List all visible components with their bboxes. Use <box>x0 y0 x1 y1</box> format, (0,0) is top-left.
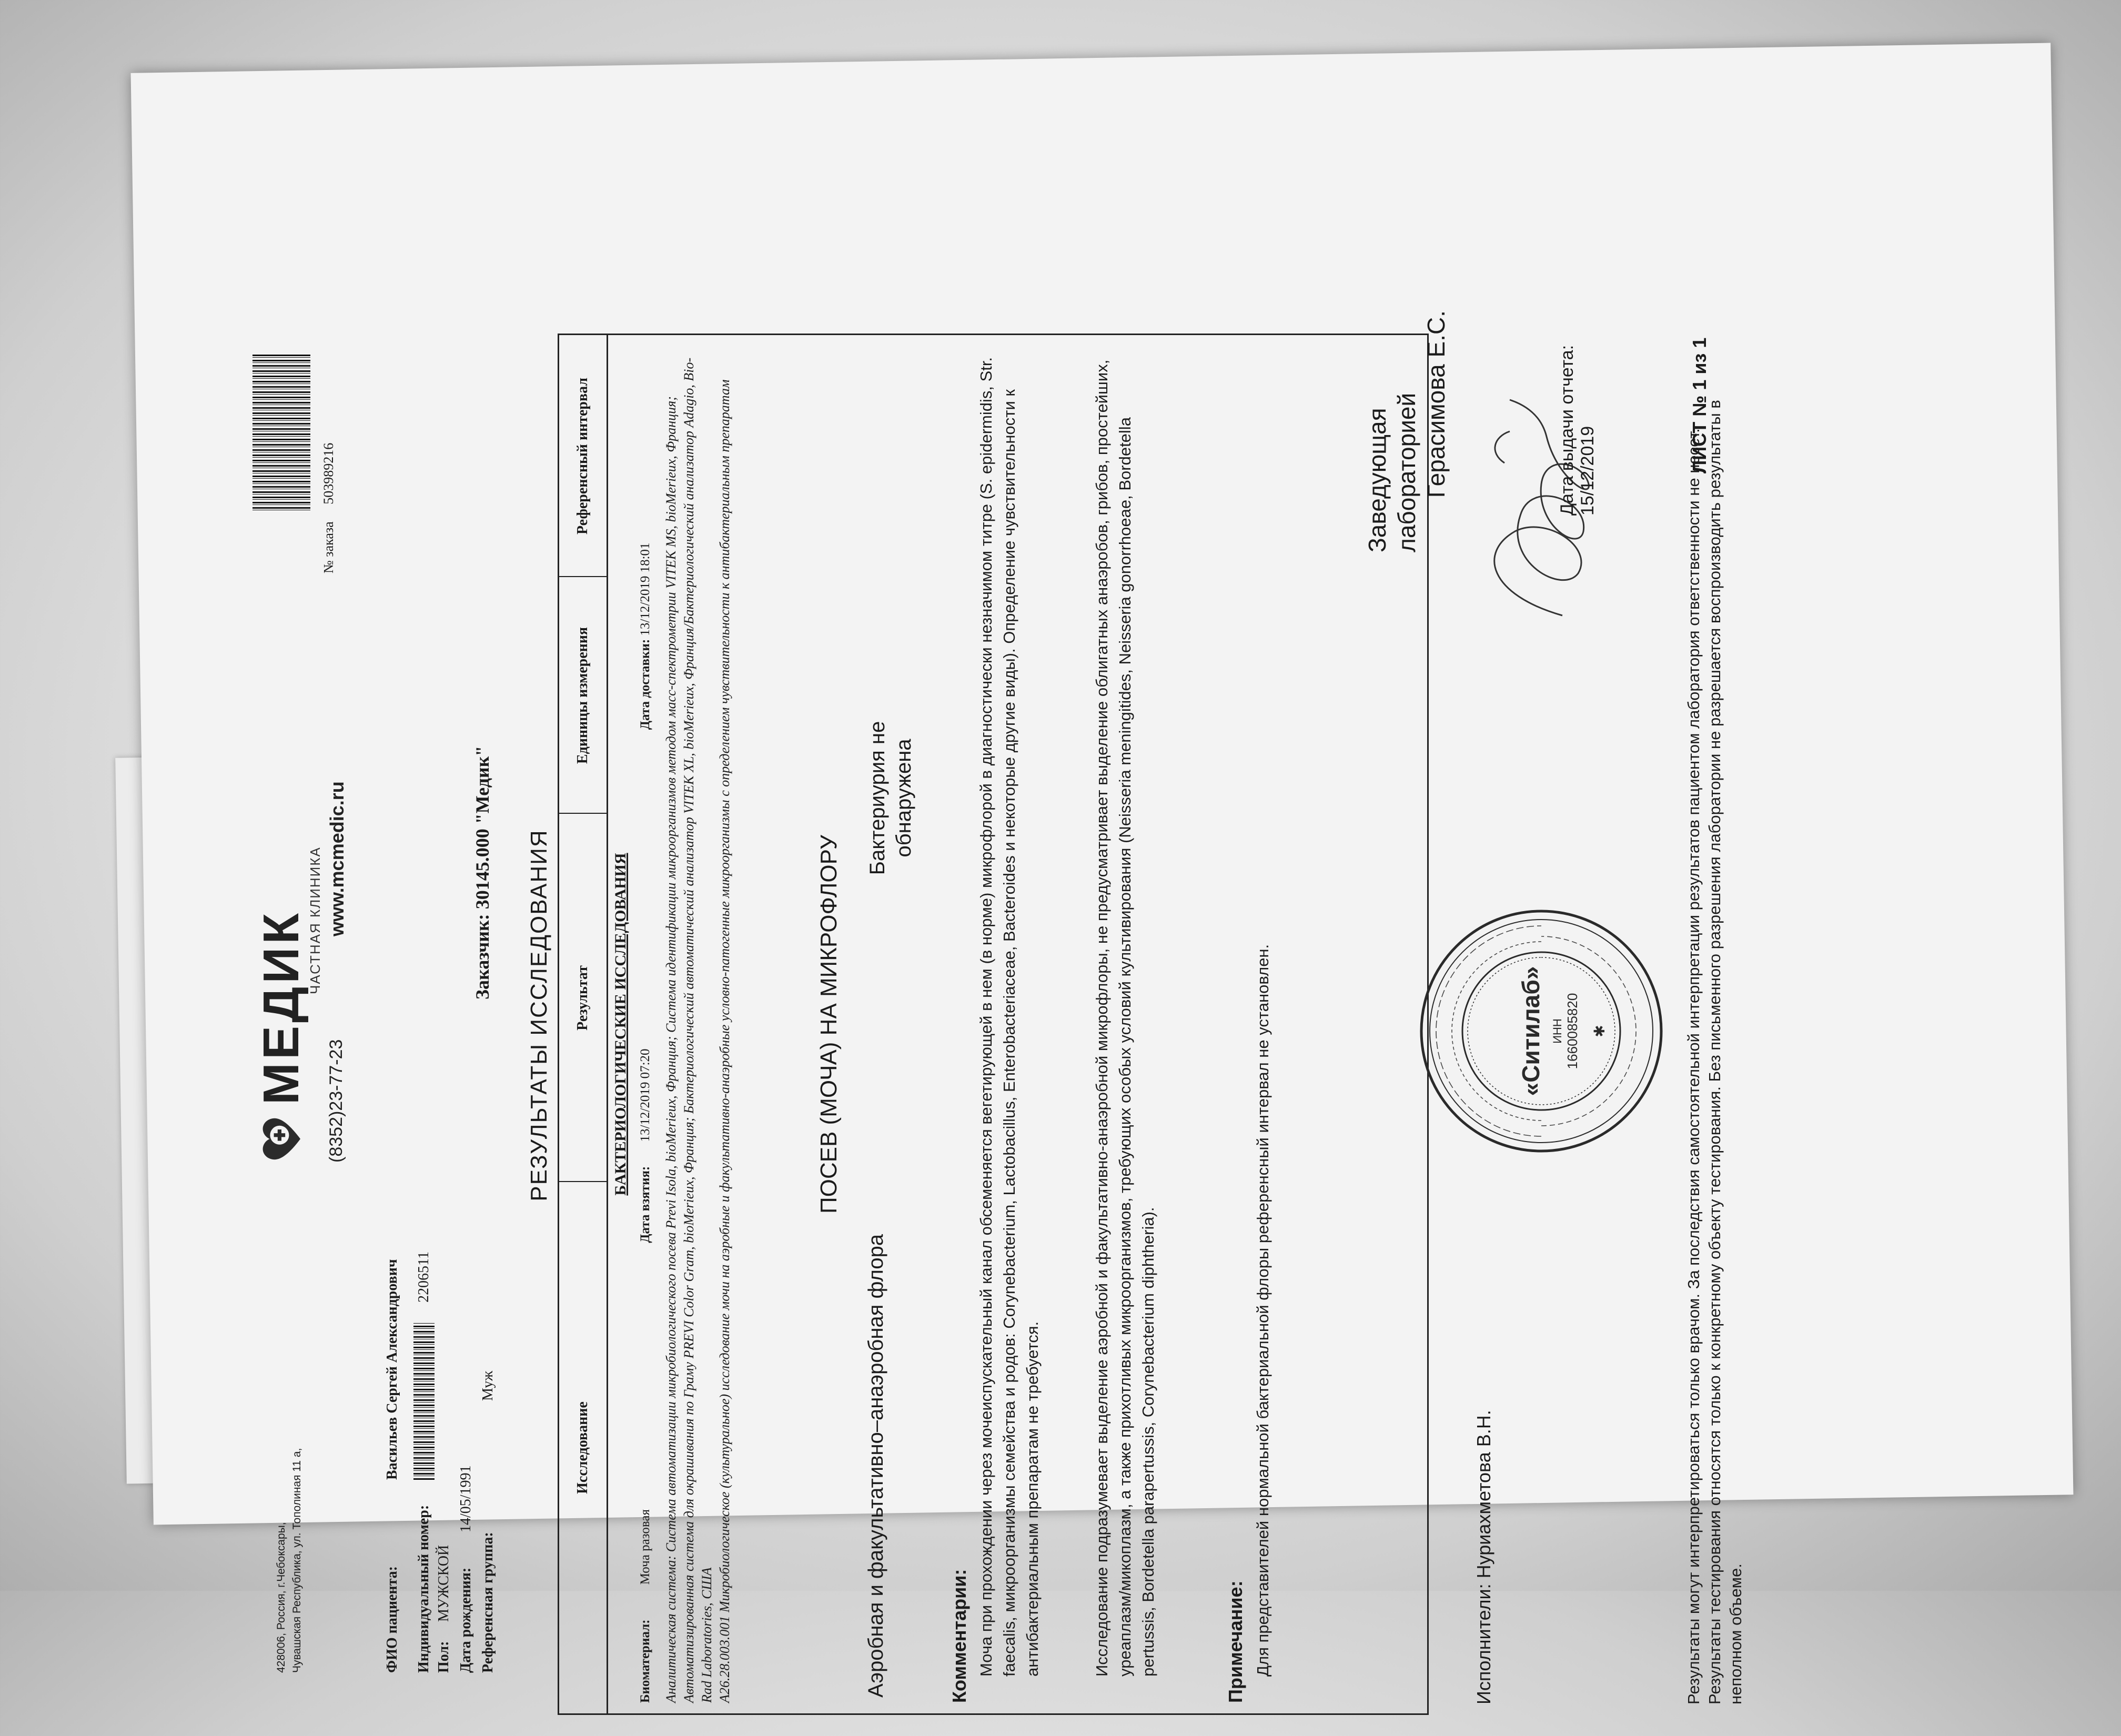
clinic-logo <box>252 689 347 1163</box>
lab-head-name: Герасимова Е.С. <box>1422 310 1450 498</box>
customer-line: Заказчик: 30145.000 "Медик" <box>472 745 493 1000</box>
col-result-header: Результат <box>559 813 607 1182</box>
lab-report-page <box>231 295 2121 1736</box>
lab-seal-stamp <box>1415 905 1668 1157</box>
section-title: БАКТЕРИОЛОГИЧЕСКИЕ ИССЛЕДОВАНИЯ <box>612 853 629 1196</box>
stamp-star-icon: ✱ <box>1591 1025 1608 1037</box>
col-ref-header: Референсный интервал <box>574 377 591 535</box>
order-number-label: № заказа <box>321 521 336 573</box>
comments-header: Комментарии: <box>948 1569 970 1703</box>
handwritten-signature <box>1457 384 1631 637</box>
patient-birth-label: Дата рождения: <box>458 1567 474 1673</box>
test-title: ПОСЕВ (МОЧА) НА МИКРОФЛОРУ <box>816 835 842 1214</box>
stamp-name: «Ситилаб» <box>1517 966 1544 1096</box>
stamp-inn: 1660085820 <box>1564 993 1580 1069</box>
patient-name-label: ФИО пациента: <box>384 1566 400 1673</box>
patient-sex-row <box>436 1545 452 1673</box>
disclaimer: Результаты могут интерпретироваться только врачом. За последствия самостоятельной интерпретации результатов пациентом лаборатория ответственности не несет. Результаты тестирования относятся только к конкретному объекту тестирования. Без письменного разрешения лаборатории не разрешается воспроизводить результаты в неполном объеме. <box>1684 400 1745 1704</box>
delivered-date-value: 13/12/2019 18:01 <box>638 542 652 636</box>
patient-sex-value: МУЖСКОЙ <box>436 1545 452 1622</box>
taken-date-label: Дата взятия: <box>638 1166 652 1243</box>
clinic-address <box>274 1305 305 1673</box>
patient-id-label: Индивидуальный номер: <box>416 1505 432 1673</box>
patient-id-value: 2206511 <box>416 1251 432 1303</box>
clinic-phone: (8352)23-77-23 <box>326 1039 346 1163</box>
biomaterial-label: Биоматериал: <box>638 1619 652 1703</box>
results-table <box>558 334 1429 1715</box>
brand-subtitle: ЧАСТНАЯ КЛИНИКА <box>307 846 323 994</box>
note-header: Примечание: <box>1225 1580 1246 1703</box>
sample-dates <box>638 346 653 1703</box>
issue-date: Дата выдачи отчета: 15/12/2019 <box>1557 345 1598 516</box>
sheet-number: ЛИСТ № 1 из 1 <box>1689 337 1710 473</box>
heart-cross-icon <box>258 1115 305 1163</box>
test-name: Аэробная и факультативно–анаэробная флора <box>864 1234 887 1698</box>
patient-refgroup-label: Референсная группа: <box>480 1532 496 1673</box>
patient-refgroup-row <box>480 1371 497 1673</box>
address-line-2: Чувашская Республика, ул. Тополиная 11 а, <box>291 1448 303 1673</box>
method-description <box>662 346 734 1703</box>
patient-name-value: Васильев Сергей Александрович <box>384 1259 400 1480</box>
taken-date-value: 13/12/2019 07:20 <box>638 1048 652 1142</box>
executor-line: Исполнители: Нуриахметова В.Н. <box>1473 1410 1494 1704</box>
note-text: Для представителей нормальной бактериальной флоры референсный интервал не установлен. <box>1254 944 1272 1677</box>
report-title: РЕЗУЛЬТАТЫ ИССЛЕДОВАНИЯ <box>526 829 552 1202</box>
stamp-inn-label: ИНН <box>1551 1018 1564 1044</box>
patient-barcode <box>413 1322 435 1480</box>
method-code: А26.28.003.001 Микробиологическое (культуральное) исследование мочи на аэробные и факультативно-анаэробные условно-патогенные микроорганизмы с определением чувствительности к антибактериальным препаратам <box>717 379 732 1703</box>
lab-head <box>1362 310 1451 552</box>
order-number-value: 503989216 <box>321 442 336 504</box>
brand-name: МЕДИК <box>253 910 309 1105</box>
patient-birth-value: 14/05/1991 <box>458 1465 474 1532</box>
analytic-system: Аналитическая система: Система автоматизации микробиологического посева Previ Isola, bioMerieux, Франция; Система идентификации микроорганизмов методом масс-спектрометрии VITEK MS, bioMerieux, Франция; Автоматизированная система для окрашивания по Граму PREVI Color Gram, bioMerieux, Франция; Бактериологический автоматический анализатор VITEK XL, bioMerieux, Франция/Бактериологический анализатор Adagio, Bio-Rad Laboratories, США <box>663 357 714 1703</box>
test-result: Бактериурия не обнаружена <box>866 721 915 875</box>
address-line-1: 428006, Россия, г.Чебоксары, <box>275 1522 287 1673</box>
clinic-website: www.mcmedic.ru <box>326 781 348 936</box>
comment-2: Исследование подразумевает выделение аэробной и факультативно-анаэробной микрофлоры, не предусматривает выделение облигатных анаэробов, грибов, простейших, уреаплазм/микоплазм, а также прихотливых микроорганизмов, требующих особых условий культивирования (Neisseria meningitides, Neisseria gonorrhoeae, Bordetella pertussis, Bordetella parapertussis, Corynebacterium diphtheria). <box>1093 359 1157 1677</box>
col-test-header: Исследование <box>559 1181 607 1713</box>
order-number-row <box>321 443 337 573</box>
delivered-date-label: Дата доставки: <box>638 639 652 730</box>
patient-sex-label: Пол: <box>436 1641 452 1673</box>
order-barcode <box>252 352 310 510</box>
col-units-header: Единицы измерения <box>559 576 607 814</box>
patient-refgroup-value: Муж <box>480 1370 496 1401</box>
lab-head-title: Заведующая лабораторией <box>1364 392 1420 552</box>
biomaterial-value: Моча разовая <box>638 1509 652 1585</box>
comment-1: Моча при прохождении через мочеиспускательный канал обсеменяется вегетирующей в нем (в норме) микрофлорой в диагностически незначимом титре (S. epidermidis, Str. faecalis, микроорганизмы семейства и родов: Corynebacterium, Lactobacillus, Enterobacteriaceae, Bacteroides и некоторые другие виды). Определение чувствительности к антибактериальным препаратам не требуется. <box>977 357 1042 1677</box>
patient-id-row <box>407 1251 432 1673</box>
patient-birth-row <box>458 1465 474 1673</box>
results-table-header <box>559 335 608 1713</box>
patient-name-row <box>384 1259 401 1673</box>
